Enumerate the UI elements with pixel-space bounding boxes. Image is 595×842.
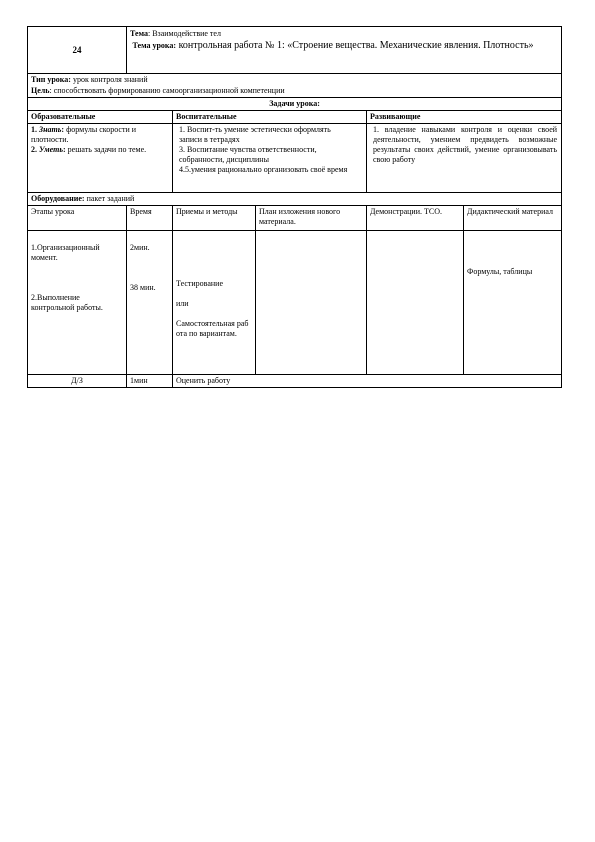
- stage-col-methods: Приемы и методы: [173, 206, 256, 231]
- stage-col-plan: План изложения нового материала.: [256, 206, 367, 231]
- topic-label: Тема: [130, 29, 148, 38]
- lesson-plan: [27, 26, 561, 388]
- didactic-material: Формулы, таблицы: [467, 267, 533, 276]
- method-testing: Тестирование: [176, 279, 223, 288]
- lesson-topic-line: [130, 39, 558, 52]
- demos-cell: [367, 231, 464, 375]
- goal-cell: [28, 85, 562, 98]
- lesson-plan-table: [27, 26, 562, 388]
- educational-item-1-number: 1.: [31, 125, 39, 134]
- time-test: 38 мин.: [130, 283, 156, 292]
- methods-cell: [173, 231, 256, 375]
- educational-item-1-text: формулы скорости и плотности.: [31, 125, 137, 144]
- upbringing-cell: [173, 124, 367, 193]
- developing-cell: 1. владение навыками контроля и оценки своей деятельности, умением предвидеть возможные результаты своих действий, умение организовывать свою работу: [367, 124, 562, 193]
- tasks-header: Задачи урока:: [28, 98, 562, 111]
- task-content-row: [28, 124, 562, 193]
- lesson-type-row: [28, 74, 562, 86]
- topic-line: [130, 28, 558, 39]
- homework-time: 1мин: [127, 375, 173, 388]
- educational-item-2-colon: :: [62, 145, 66, 154]
- stage-col-didactic: Дидактический материал: [464, 206, 562, 231]
- educational-item-2-verb: Уметь: [39, 145, 63, 154]
- tasks-header-row: [28, 98, 562, 111]
- stage-test: 2.Выполнение контрольной работы.: [31, 293, 103, 312]
- topic-value: : Взаимодействие тел: [147, 29, 221, 38]
- lesson-type-value: урок контроля знаний: [70, 75, 148, 84]
- topic-cell: [127, 27, 562, 74]
- stage-col-stages: Этапы урока: [28, 206, 127, 231]
- goal-label: Цель: [31, 86, 50, 95]
- equipment-cell: [28, 193, 562, 206]
- task-col-educational: Образовательные: [28, 111, 173, 124]
- homework-method: Оценить работу: [173, 375, 562, 388]
- stages-row: [28, 231, 562, 375]
- educational-item-1-verb: Знать: [39, 125, 62, 134]
- stages-cell: [28, 231, 127, 375]
- homework-row: [28, 375, 562, 388]
- lesson-type-label: Тип урока:: [31, 75, 71, 84]
- stage-col-demos: Демонстрации. ТСО.: [367, 206, 464, 231]
- stage-organizational: 1.Организационный момент.: [31, 243, 100, 262]
- didactic-cell: [464, 231, 562, 375]
- equipment-label: Оборудование:: [31, 194, 85, 203]
- plan-cell: [256, 231, 367, 375]
- task-col-upbringing: Воспитательные: [173, 111, 367, 124]
- task-col-developing: Развивающие: [367, 111, 562, 124]
- educational-item-2: [31, 145, 152, 155]
- lesson-topic-value: контрольная работа № 1: «Строение вещества. Механические явления. Плотность»: [176, 40, 534, 51]
- goal-value: : способствовать формированию самоорганизационной компетенции: [49, 86, 285, 95]
- equipment-value: пакет заданий: [84, 194, 135, 203]
- lesson-number: 24: [28, 27, 127, 74]
- upbringing-item-1: 1. Воспит-ть умение эстетически оформлять записи в тетрадях: [179, 125, 331, 144]
- educational-item-1-colon: :: [61, 125, 65, 134]
- educational-item-2-text: решать задачи по теме.: [65, 145, 147, 154]
- educational-item-2-number: 2.: [31, 145, 39, 154]
- educational-cell: [28, 124, 173, 193]
- educational-item-1: [31, 125, 152, 145]
- method-independent-work: Самостоятельная работа по вариантам.: [176, 319, 249, 338]
- method-or: или: [176, 299, 189, 308]
- homework-label: Д/З: [28, 375, 127, 388]
- lesson-topic-label: Тема урока:: [132, 41, 177, 50]
- stage-col-time: Время: [127, 206, 173, 231]
- task-columns-row: [28, 111, 562, 124]
- lesson-type-cell: [28, 74, 562, 86]
- stage-columns-row: [28, 206, 562, 231]
- topic-row: [28, 27, 562, 74]
- time-organizational: 2мин.: [130, 243, 150, 252]
- time-cell: [127, 231, 173, 375]
- upbringing-item-2: 3. Воспитание чувства ответственности, собранности, дисциплины: [179, 145, 317, 164]
- goal-row: [28, 85, 562, 98]
- equipment-row: [28, 193, 562, 206]
- upbringing-item-3: 4.5.умения рационально организовать своё время: [179, 165, 348, 174]
